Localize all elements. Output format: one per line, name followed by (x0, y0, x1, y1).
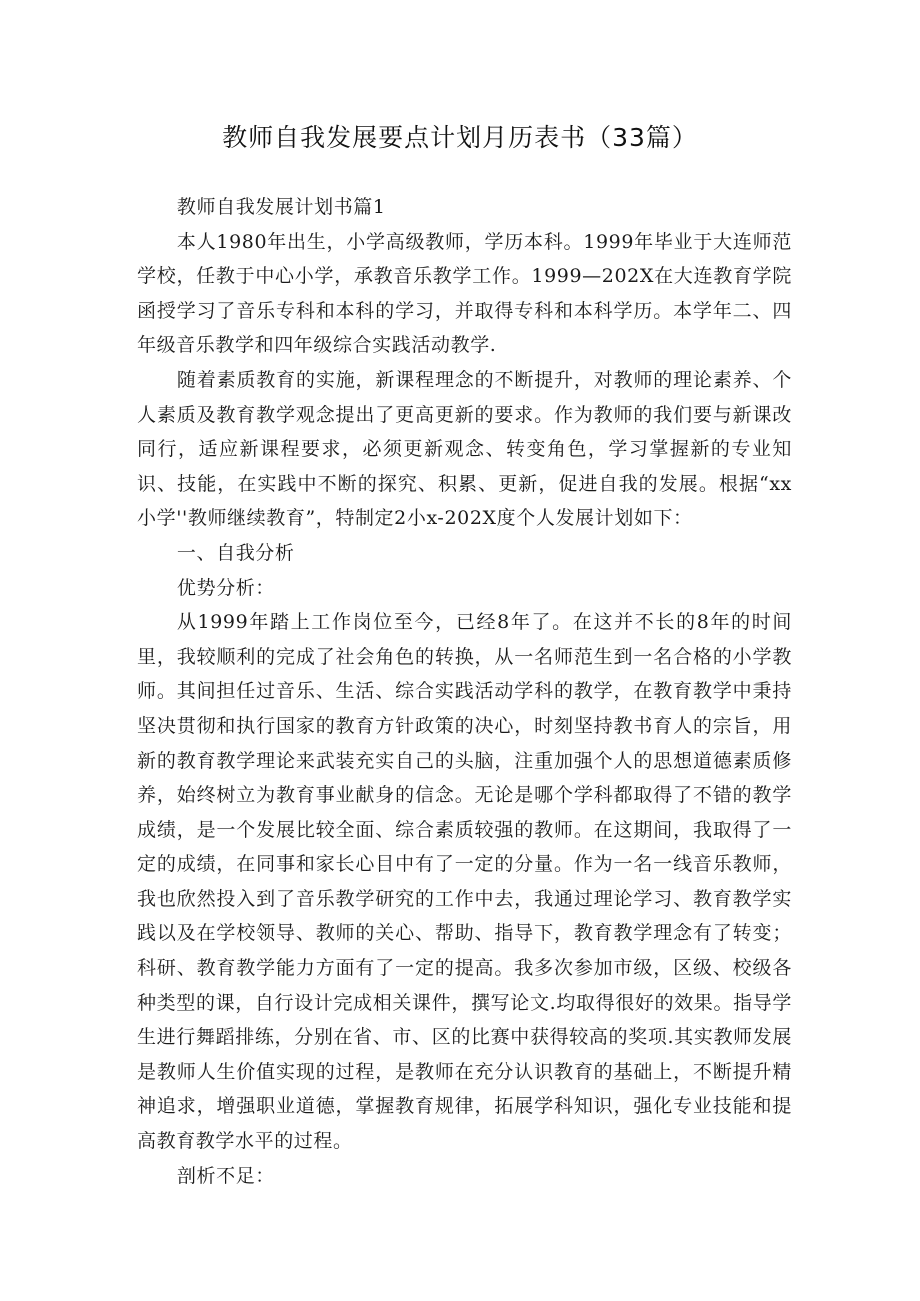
section-heading: 教师自我发展计划书篇1 (176, 196, 386, 218)
document-body (137, 190, 792, 1193)
subheading-weaknesses: 剖析不足： (176, 1164, 275, 1187)
paragraph: 从1999年踏上工作岗位至今，已经8年了。在这并不长的8年的时间里，我较顺利的完成了社会角色的转换，从一名师范生到一名合格的小学教师。其间担任过音乐、生活、综合实践活动学科的教学，在教育教学中秉持坚决贯彻和执行国家的教育方针政策的决心，时刻坚持教书育人的宗旨，用新的教育教学理论来武装充实自己的头脑，注重加强个人的思想道德素质修养，始终树立为教育事业献身的信念。无论是哪个学科都取得了不错的教学成绩，是一个发展比较全面、综合素质较强的教师。在这期间，我取得了一定的成绩，在同事和家长心目中有了一定的分量。作为一名一线音乐教师，我也欣然投入到了音乐教学研究的工作中去，我通过理论学习、教育教学实践以及在学校领导、教师的关心、帮助、指导下，教育教学理念有了转变；科研、教育教学能力方面有了一定的提高。我多次参加市级，区级、校级各种类型的课，自行设计完成相关课件，撰写论文.均取得很好的效果。指导学生进行舞蹈排练，分别在省、市、区的比赛中获得较高的奖项.其实教师发展是教师人生价值实现的过程，是教师在充分认识教育的基础上，不断提升精神追求，增强职业道德，掌握教育规律，拓展学科知识，强化专业技能和提高教育教学水平的过程。 (137, 611, 792, 1153)
subheading-strengths: 优势分析： (176, 576, 275, 599)
subheading-self-analysis: 一、自我分析 (176, 541, 295, 564)
document-title: 教师自我发展要点计划月历表书（33篇） (222, 123, 698, 152)
paragraph: 随着素质教育的实施，新课程理念的不断提升，对教师的理论素养、个人素质及教育教学观念提出了更高更新的要求。作为教师的我们要与新课改同行，适应新课程要求，必须更新观念、转变角色，学习掌握新的专业知识、技能，在实践中不断的探究、积累、更新，促进自我的发展。根据“xx小学''教师继续教育”，特制定2小x-202X度个人发展计划如下： (137, 368, 792, 530)
paragraph: 本人1980年出生，小学高级教师，学历本科。1999年毕业于大连师范学校，任教于中心小学，承教音乐教学工作。1999—202X在大连教育学院函授学习了音乐专科和本科的学习，并取得专科和本科学历。本学年二、四年级音乐教学和四年级综合实践活动教学. (137, 230, 792, 357)
